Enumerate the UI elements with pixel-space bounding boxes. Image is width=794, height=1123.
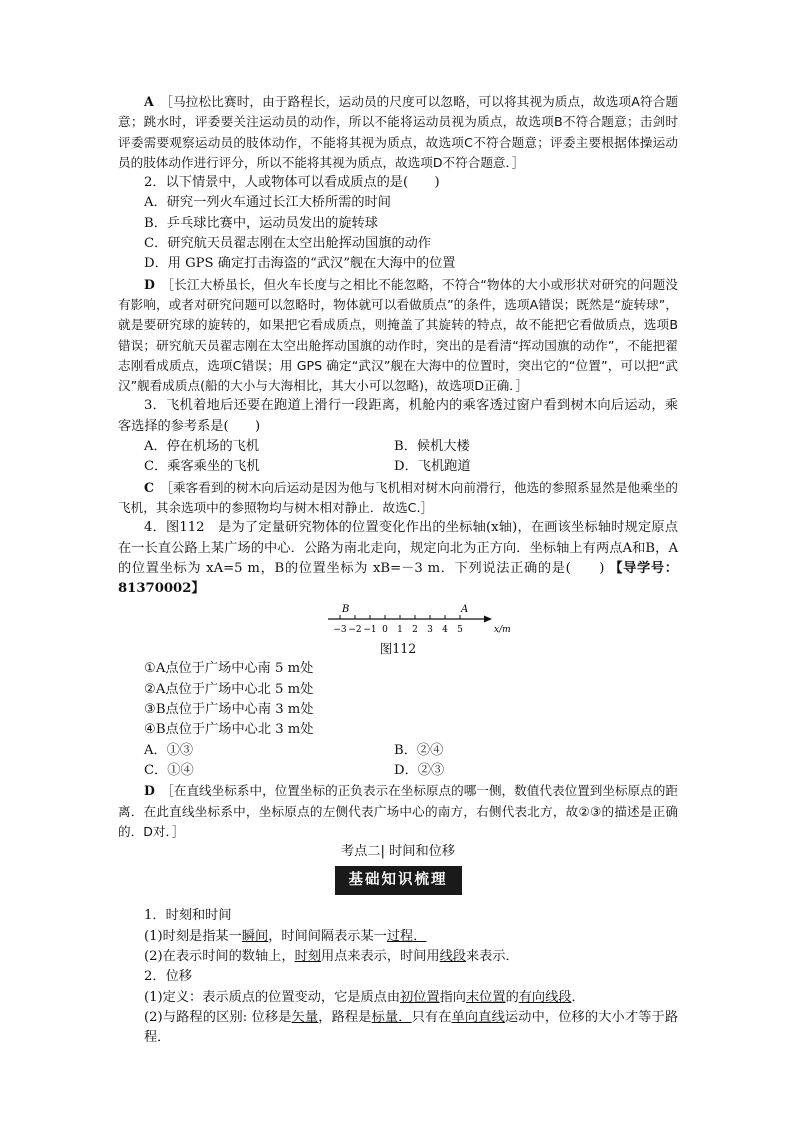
coordinate-axis — [118, 601, 678, 641]
q4-option-a: A．①③ — [144, 742, 194, 758]
kl3-mid-1: 指向 — [439, 989, 466, 1005]
axis-ticks — [333, 615, 463, 635]
point-b-label: B — [342, 604, 350, 616]
kl4-underline-1: 矢量 — [291, 1009, 319, 1025]
q4-statement-4: ④B点位于广场中心北 3 m处 — [144, 722, 314, 738]
kl3-underline-2: 末位置 — [466, 989, 506, 1005]
q4-option-b: B．②④ — [394, 742, 444, 758]
axis-tick-label: 4 — [442, 625, 448, 636]
q4-option-c: C．①④ — [144, 762, 194, 778]
q4-answer-letter: D — [144, 783, 155, 799]
kl4-pre: (2)与路程的区别: 位移是 — [144, 1009, 292, 1025]
q3-option-a: A．停在机场的飞机 — [144, 439, 260, 455]
kl2-underline-1: 时刻 — [294, 948, 321, 964]
kl3-mid-2: 的 — [505, 989, 519, 1005]
kl4-underline-3: 单向直线 — [451, 1009, 505, 1025]
q3-option-d: D．飞机跑道 — [394, 459, 471, 475]
q4-statement-1: ①A点位于广场中心南 5 m处 — [144, 661, 314, 677]
q4-stem — [118, 518, 678, 599]
q2-stem: 2．以下情景中，人或物体可以看成质点的是( ) — [144, 175, 440, 191]
axis-tick-label: −3 — [333, 625, 347, 636]
q3-options-row-2 — [118, 457, 678, 477]
q1-answer-text: ［马拉松比赛时，由于路程长，运动员的尺度可以忽略，可以将其视为质点，故选项A符合题意；跳水时，评委要关注运动员的动作，所以不能将运动员视为质点，故选项B不符合题意；击剑时评委需要观察运动员的肢体动作，不能将其视为质点，故选项C不符合题意；评委主要根据体操运动员的肢体动作进行评分，所以不能将其视为质点，故选项D不符合题意．］ — [118, 94, 678, 170]
kl4-post: 运动中，位移的大小才等于路程． — [144, 1009, 679, 1046]
coordinate-axis-figure — [118, 601, 678, 659]
axis-tick-label: 2 — [412, 625, 418, 636]
q3-answer-text: ［乘客看到的树木向后运动是因为他与飞机相对树木向前滑行，他选的参照系显然是他乘坐的飞机，其余选项中的参照物均与树木相对静止．故选C.］ — [118, 479, 679, 515]
axis-tick-label: −1 — [363, 625, 377, 636]
kl1-pre: (1)时刻是指某一 — [144, 928, 242, 944]
q4-options-row-2 — [118, 761, 678, 781]
q3-options-row-1 — [118, 437, 678, 457]
point-a-label: A — [461, 604, 469, 616]
q4-statement-2: ②A点位于广场中心北 5 m处 — [144, 681, 314, 697]
q3-answer-letter: C — [144, 479, 155, 495]
content-area — [118, 92, 678, 1048]
section-title: 考点二| 时间和位移 — [340, 844, 456, 860]
axis-tick-label: 5 — [457, 625, 463, 636]
q2-option-d: D．用 GPS 确定打击海盗的“武汉”舰在大海中的位置 — [144, 256, 456, 272]
q2-option-b: B．乒乓球比赛中，运动员发出的旋转球 — [144, 215, 378, 231]
knowledge-line-4 — [118, 1008, 678, 1049]
q3-option-b: B．候机大楼 — [394, 439, 470, 455]
q3-answer — [118, 478, 678, 519]
q4-answer — [118, 781, 678, 842]
q4-answer-text: ［在直线坐标系中，位置坐标的正负表示在坐标原点的哪一侧，数值代表位置到坐标原点的距离．在此直线坐标系中，坐标原点的左侧代表广场中心的南方，右侧代表北方，故②③的描述是正确的．D对．］ — [118, 783, 679, 839]
axis-tick-label: 3 — [427, 625, 433, 636]
q4-guide-number: 【导学号：81370002】 — [118, 560, 678, 597]
q2-option-a: A．研究一列火车通过长江大桥所需的时间 — [144, 195, 391, 211]
q2-option-c: C．研究航天员翟志刚在太空出舱挥动国旗的动作 — [144, 236, 432, 252]
figure-caption: 图112 — [379, 641, 417, 657]
section-banner — [118, 866, 678, 900]
q2-answer — [118, 275, 678, 397]
q3-stem: 3．飞机着地后还要在跑道上滑行一段距离，机舱内的乘客透过窗户看到树木向后运动，乘客选择的参考系是( ) — [118, 398, 678, 434]
axis-tick-label: 0 — [382, 625, 388, 636]
q1-answer-letter: A — [144, 94, 154, 109]
kl4-mid-2: 只有在 — [411, 1009, 452, 1025]
axis-unit-label: x/m — [494, 625, 511, 636]
kl4-underline-2: 标量． — [371, 1009, 412, 1025]
kl3-pre: (1)定义：表示质点的位置变动，它是质点由 — [144, 989, 401, 1005]
kl2-underline-2: 线段 — [439, 948, 466, 964]
kl1-underline-2: 过程． — [386, 928, 427, 944]
axis-tick-label: −2 — [348, 625, 362, 636]
q4-stem-text: 4．图112 是为了定量研究物体的位置变化作出的坐标轴(x轴)，在画该坐标轴时规定原点在一长直公路上某广场的中心．公路为南北走向，规定向北为正方向．坐标轴上有两点A和B，A的位置坐标为 xA=5 m，B的位置坐标为 xB=－3 m．下列说法正确的是( ) — [118, 520, 678, 576]
q1-answer — [118, 92, 678, 173]
kl3-underline-1: 初位置 — [400, 989, 440, 1005]
q2-answer-letter: D — [144, 276, 155, 292]
q4-option-d: D．②③ — [394, 762, 445, 778]
knowledge-line-3 — [118, 988, 678, 1008]
q2-answer-text: ［长江大桥虽长，但火车长度与之相比不能忽略，不符合“物体的大小或形状对研究的问题没有影响，或者对研究问题可以忽略时，物体就可以看做质点”的条件，选项A错误；既然是“旋转球”，就是要研究球的旋转的，如果把它看成质点，则掩盖了其旋转的特点，故不能把它看做质点，选项B错误；研究航天员翟志刚在太空出舱挥动国旗的动作时，突出的是看清“挥动国旗的动作”，不能把翟志刚看成质点，选项C错误；用 GPS 确定“武汉”舰在大海中的位置时，突出它的“位置”，可以把“武汉”舰看成质点(船的大小与大海相比，其大小可以忽略)，故选项D正确．］ — [118, 276, 678, 394]
knowledge-heading-1: 1．时刻和时间 — [144, 908, 232, 924]
q3-option-c: C．乘客乘坐的飞机 — [144, 459, 260, 475]
knowledge-line-1 — [118, 927, 678, 947]
knowledge-heading-2: 2．位移 — [144, 969, 192, 985]
q4-statement-3: ③B点位于广场中心南 3 m处 — [144, 702, 314, 718]
axis-tick-label: 1 — [397, 625, 403, 636]
kl4-mid-1: ，路程是 — [318, 1009, 372, 1025]
banner-label: 基础知识梳理 — [335, 866, 462, 894]
kl3-post: ． — [571, 989, 585, 1005]
kl2-mid: 用点来表示，时间用 — [320, 948, 440, 964]
kl2-post: 来表示． — [466, 948, 519, 964]
kl1-mid: ，时间间隔表示某一 — [268, 928, 387, 944]
kl2-pre: (2)在表示时间的数轴上， — [144, 948, 295, 964]
kl3-underline-3: 有向线段 — [518, 989, 572, 1005]
q4-options-row-1 — [118, 741, 678, 761]
kl1-underline-1: 瞬间 — [241, 928, 269, 944]
axis-arrow — [484, 616, 492, 623]
knowledge-line-2 — [118, 947, 678, 967]
